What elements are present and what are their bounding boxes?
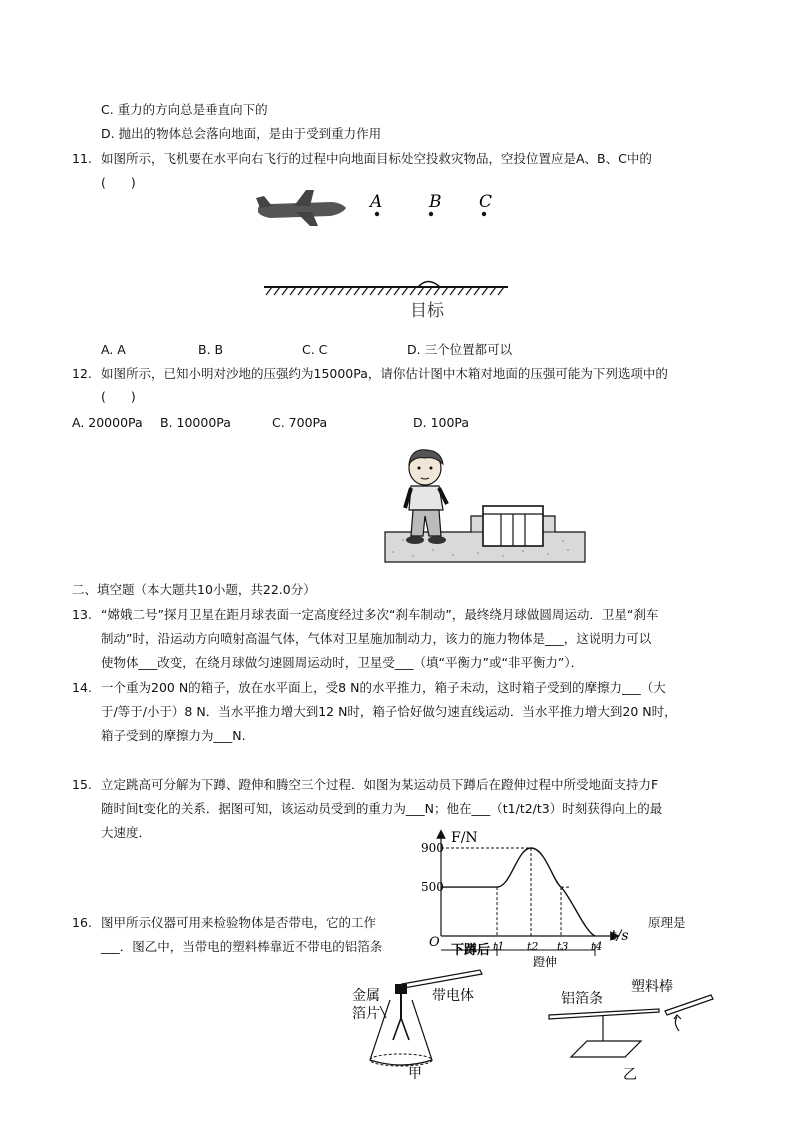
q16-line-1b: 原理是	[648, 915, 686, 930]
plastic-rod	[665, 995, 713, 1015]
foil-strip	[549, 1009, 659, 1019]
y-tick-label-900: 900	[421, 841, 444, 855]
q14-line-3: 箱子受到的摩擦力为___N.	[101, 728, 246, 743]
q14-number: 14.	[72, 680, 92, 695]
fig-jia-label: 甲	[408, 1066, 422, 1082]
point-b-label: B	[429, 192, 442, 212]
force-curve	[441, 848, 595, 936]
q15-number: 15.	[72, 777, 92, 792]
q11-option-b: B. B	[198, 342, 224, 357]
target-label: 目标	[410, 301, 444, 321]
y-axis-label: F/N	[451, 830, 478, 846]
q12-option-b: B. 10000Pa	[160, 415, 231, 430]
q16-number: 16.	[72, 915, 92, 930]
q14-line-1: 一个重为200 N的箱子，放在水平面上，受8 N的水平推力，箱子未动，这时箱子受到的摩擦力___（大	[101, 680, 666, 695]
q11-number: 11.	[72, 151, 92, 166]
q16-line-1a: 图甲所示仪器可用来检验物体是否带电，它的工作	[101, 915, 377, 930]
q11-airplane-figure	[250, 186, 520, 321]
point-c-dot	[482, 212, 486, 216]
q12-option-c: C. 700Pa	[272, 415, 328, 430]
q13-line-1: “嫦娥二号”探月卫星在距月球表面一定高度经过多次“刹车制动”，最终绕月球做圆周运动．卫星“刹车	[101, 607, 659, 622]
q12-number: 12.	[72, 366, 92, 381]
q12-option-a: A. 20000Pa	[72, 415, 143, 430]
x-tick-label-t4: t4	[591, 940, 603, 953]
q12-option-d: D. 100Pa	[413, 415, 470, 430]
base-plate	[571, 1041, 641, 1057]
q13-line-2: 制动”时，沿运动方向喷射高温气体，气体对卫星施加制动力，该力的施力物体是___，这说明力可以	[101, 631, 652, 646]
x-tick-label-t3: t3	[557, 940, 569, 953]
y-tick-label-500: 500	[421, 880, 444, 895]
charged-body-label: 带电体	[432, 988, 474, 1004]
q10-option-d: D. 抛出的物体总会落向地面，是由于受到重力作用	[101, 126, 382, 141]
q15-line-3: 大速度．	[101, 825, 152, 840]
q11-option-a: A. A	[101, 342, 126, 357]
metal-label-2: 箔片	[352, 1006, 380, 1022]
boy-figure	[405, 450, 447, 544]
phase1-label: 下蹲后	[451, 943, 491, 958]
foil-label: 铝箔条	[561, 991, 603, 1007]
q15-force-time-chart	[415, 828, 635, 968]
q13-line-3: 使物体___改变，在绕月球做匀速圆周运动时，卫星受___（填“平衡力”或“非平衡力”）．	[101, 655, 584, 670]
airplane-icon	[256, 190, 346, 226]
x-axis-label: t/s	[611, 928, 629, 944]
point-c-label: C	[479, 192, 493, 212]
rotation-arrow	[675, 1017, 679, 1031]
q14-line-2: 于/等于/小于）8 N．当水平推力增大到12 N时，箱子恰好做匀速直线运动．当水平推力增大到20 N时，	[101, 704, 677, 719]
q11-option-d: D. 三个位置都可以	[407, 342, 513, 357]
q12-stem: 如图所示，已知小明对沙地的压强约为15000Pa，请你估计图中木箱对地面的压强可能为下列选项中的	[101, 366, 668, 381]
fig-yi-label: 乙	[623, 1067, 637, 1083]
origin-label: O	[429, 935, 440, 950]
q12-boy-box-figure	[383, 446, 588, 564]
q16-foil-rod-figure	[545, 975, 715, 1090]
ground-hatching	[266, 287, 504, 295]
q10-option-c: C. 重力的方向总是垂直向下的	[101, 102, 268, 117]
charged-rod	[402, 970, 482, 988]
q11-answer-paren: ( )	[101, 175, 136, 190]
point-a-label: A	[370, 192, 383, 212]
q16-line-2: ___．图乙中，当带电的塑料棒靠近不带电的铝箔条	[101, 939, 383, 954]
q11-option-c: C. C	[302, 342, 328, 357]
q11-stem: 如图所示，飞机要在水平向右飞行的过程中向地面目标处空投救灾物品，空投位置应是A、B、C中的	[101, 151, 652, 166]
q12-answer-paren: ( )	[101, 389, 136, 404]
rod-label: 塑料棒	[631, 979, 673, 995]
q13-number: 13.	[72, 607, 92, 622]
x-tick-label-t2: t2	[527, 940, 539, 953]
point-a-dot	[375, 212, 379, 216]
q16-electroscope-figure	[340, 960, 520, 1090]
q15-line-2: 随时间t变化的关系．据图可知，该运动员受到的重力为___N；他在___（t1/t2/t3）时刻获得向上的最	[101, 801, 663, 816]
section-2-heading: 二、填空题（本大题共10小题，共22.0分）	[72, 582, 316, 597]
point-b-dot	[429, 212, 433, 216]
phase2-label: 蹬伸	[533, 955, 558, 968]
metal-label-1: 金属	[352, 988, 380, 1004]
x-tick-label-t1: t1	[493, 940, 505, 953]
q15-line-1: 立定跳高可分解为下蹲、蹬伸和腾空三个过程．如图为某运动员下蹲后在蹬伸过程中所受地面支持力F	[101, 777, 659, 792]
electroscope-knob	[395, 984, 407, 994]
